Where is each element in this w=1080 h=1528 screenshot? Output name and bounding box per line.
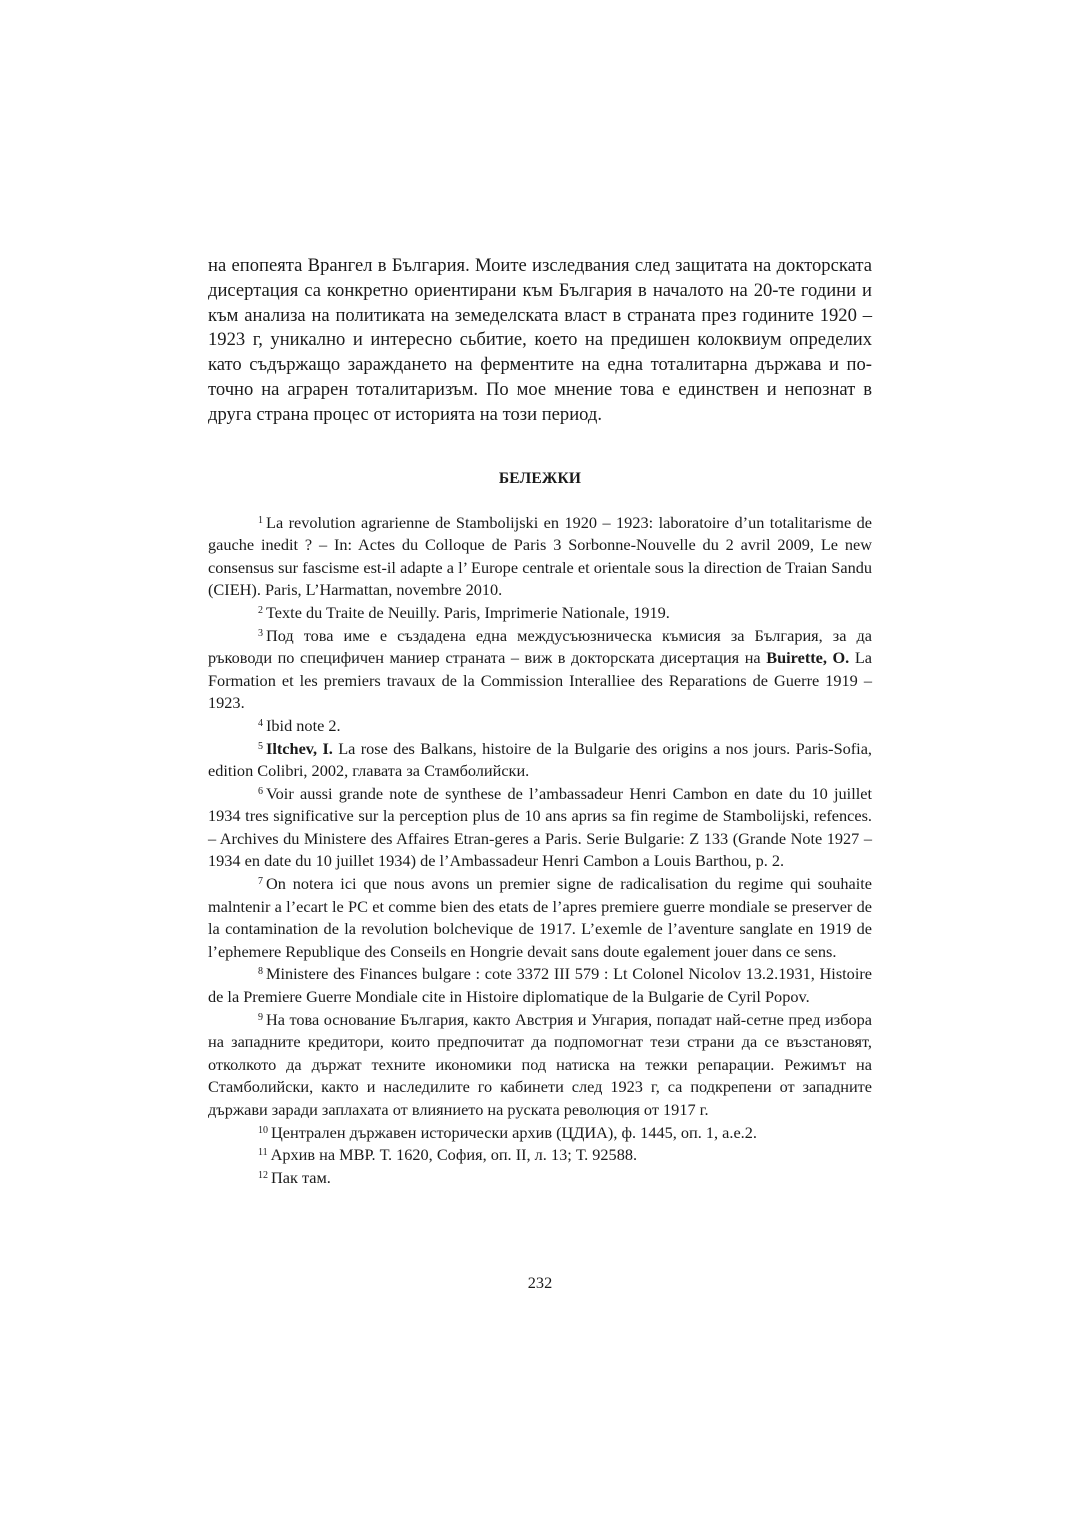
note-7 bbox=[208, 873, 872, 963]
note-text: Ministere des Finances bulgare : cote 3372 III 579 : Lt Colonel Nicolov 13.2.1931, Histoire de la Premiere Guerre Mondiale cite in Histoire diplomatique de la Bulgarie de Cyril Popov. bbox=[208, 964, 872, 1007]
note-3 bbox=[208, 625, 872, 715]
note-text: On notera ici que nous avons un premier signe de radicalisation du regime qui souhaite malntenir a l’ecart le PC et comme bien des etats de l’apres premiere guerre mondiale se preserver de la contamination de la revolution bolchevique de 1917. L’exemle de l’aventure sanglate en 1919 de l’ephemere Republique des Conseils en Hongrie devait sans doute egalement jouer dans ce sens. bbox=[208, 874, 872, 961]
note-text: La rose des Balkans, histoire de la Bulgarie des origins a nos jours. Paris-Sofia, edition Colibri, 2002, главата за Стамболийски. bbox=[208, 738, 873, 781]
note-text: Под това име е създадена една междусъюзническа къмисия за България, за да ръководи по специфичен маниер страната – виж в докторската дисертация на bbox=[208, 625, 872, 668]
note-text: Voir aussi grande note de synthese de l’ambassadeur Henri Cambon en date du 10 juillet 1934 tres significative sur la perception plus de 10 ans aprиs sa fin regime de Stambolijski, refences. – Archives du Ministere des Affaires Etran-geres a Paris. Serie Bulgarie: Z 133 (Grande Note 1927 – 1934 en date du 10 juillet 1934) de l’Ambassadeur Henri Cambon a Louis Barthou, p. 2. bbox=[208, 783, 872, 871]
note-number: 2 bbox=[258, 604, 263, 616]
note-number: 6 bbox=[258, 785, 263, 797]
note-9 bbox=[208, 1009, 872, 1122]
note-text: Архив на МВР. Т. 1620, София, оп. II, л. 13; Т. 92588. bbox=[270, 1145, 638, 1165]
note-1 bbox=[208, 512, 872, 602]
note-author-inline: Buirette, O. bbox=[766, 648, 850, 668]
note-number: 11 bbox=[258, 1147, 268, 1159]
note-number: 12 bbox=[258, 1169, 268, 1181]
note-number: 7 bbox=[258, 876, 263, 888]
note-5 bbox=[208, 738, 872, 783]
note-text: Texte du Traite de Neuilly. Paris, Imprimerie Nationale, 1919. bbox=[266, 602, 670, 622]
main-paragraph: на епопеята Врангел в България. Моите изследвания след защитата на докторската дисертация са конкретно ориентирани към България в началото на 20-те години и към анализа на политиката на земеделската власт в страната през годините 1920 – 1923 г, уникално и интересно сьбитие, което на предишен колоквиум определих като съдържащо зараждането на ферментите на една тоталитарна държава и по-точно на аграрен тоталитаризъм. По мое мнение това е единствен и непознат в друга страна процес от историята на този период. bbox=[208, 255, 872, 425]
note-number: 1 bbox=[258, 514, 263, 526]
note-text: La revolution agrarienne de Stambolijski en 1920 – 1923: laboratoire d’un totalitarisme de gauche inedit ? – In: Actes du Colloque de Paris 3 Sorbonne-Nouvelle du 2 avril 2009, Le new consensus sur fascisme est-il adapte a l’ Europe centrale et orientale sous la direction de Traian Sandu (CIEH). Paris, L’Harmattan, novembre 2010. bbox=[208, 512, 872, 600]
note-text-cont: La Formation et les premiers travaux de la Commission Interalliee des Reparations de Guerre 1919 – 1923. bbox=[208, 648, 873, 713]
note-text: Централен държавен исторически архив (ЦДИА), ф. 1445, оп. 1, а.е.2. bbox=[271, 1122, 757, 1142]
note-text: На това основание България, както Австрия и Унгария, попадат най-сетне пред избора на западните кредитори, които предпочитат да подпомогнат тези страни да се възстановят, отколкото да държат техните икономики под натиска на тежки репарации. Режимът на Стамболийски, както и наследилите го кабинети след 1923 г, са подкрепени от западните държави заради заплахата от влиянието на руската революция от 1917 г. bbox=[208, 1009, 872, 1120]
note-number: 9 bbox=[258, 1011, 263, 1023]
note-11 bbox=[208, 1144, 872, 1167]
note-author: Iltchev, I. bbox=[266, 738, 333, 758]
page-number: 232 bbox=[527, 1273, 553, 1292]
note-text: Пак там. bbox=[271, 1167, 331, 1187]
note-number: 5 bbox=[258, 740, 263, 752]
note-10 bbox=[208, 1122, 872, 1145]
note-number: 10 bbox=[258, 1124, 268, 1136]
note-4 bbox=[208, 715, 872, 738]
notes-heading: БЕЛЕЖКИ bbox=[498, 469, 582, 487]
page-body bbox=[208, 254, 872, 1189]
note-number: 4 bbox=[258, 717, 263, 729]
note-text: Ibid note 2. bbox=[266, 715, 341, 735]
note-number: 8 bbox=[258, 966, 263, 978]
notes-list bbox=[208, 512, 872, 1190]
note-2 bbox=[208, 602, 872, 625]
note-number: 3 bbox=[258, 627, 263, 639]
note-8 bbox=[208, 963, 872, 1008]
note-6 bbox=[208, 783, 872, 873]
note-12 bbox=[208, 1167, 872, 1190]
